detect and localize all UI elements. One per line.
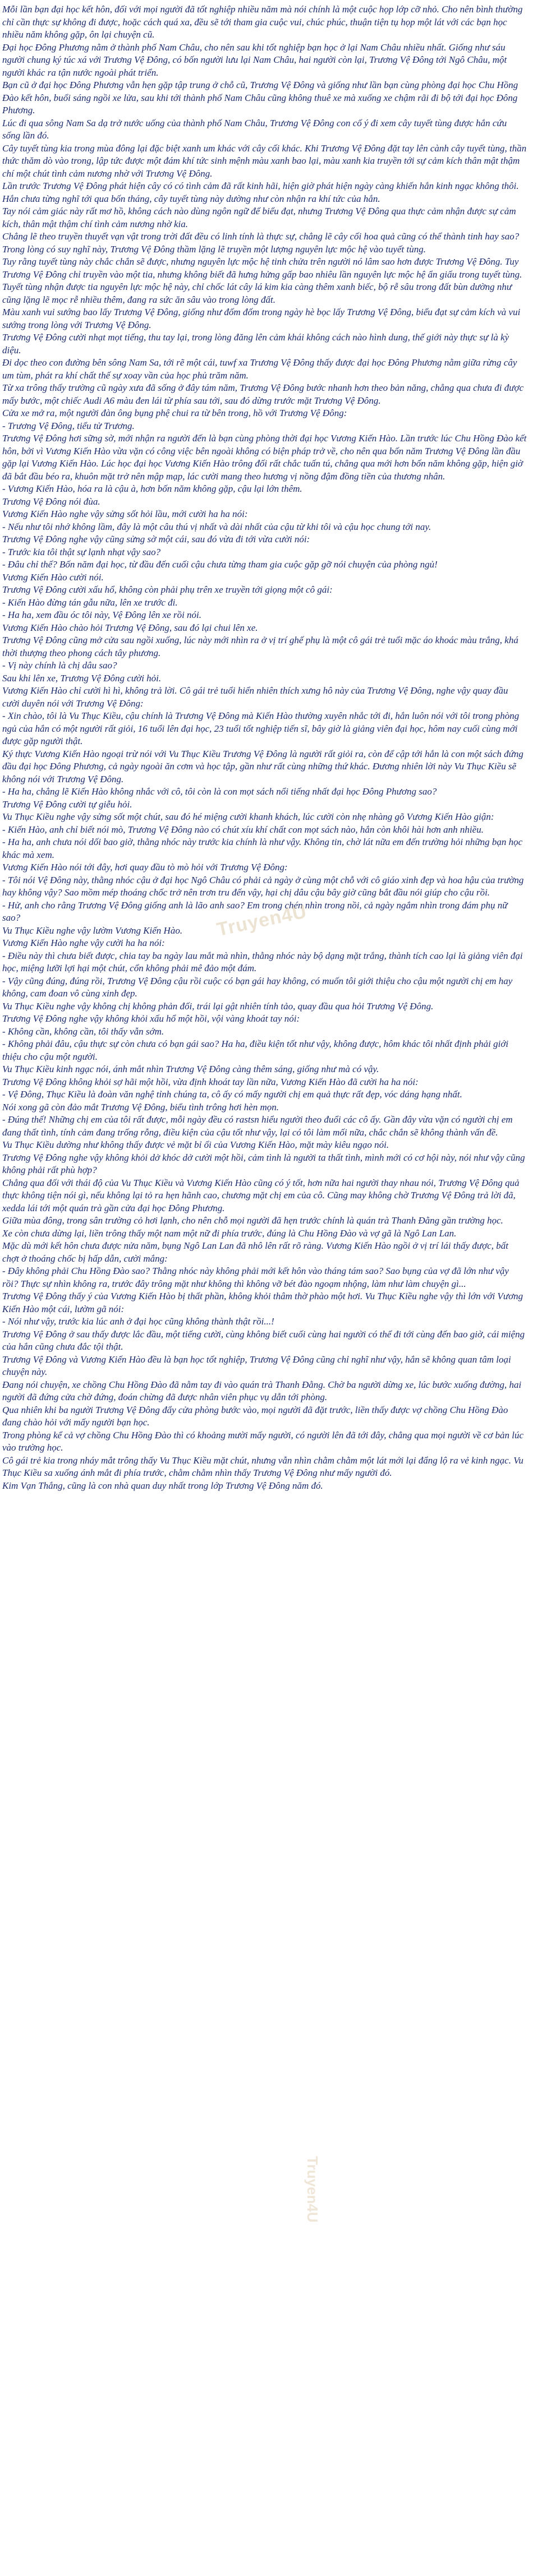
paragraph: Vu Thục Kiều kinh ngạc nói, ánh mắt nhìn Trương Vệ Đông càng thêm sáng, giống như mà có vậy. — [2, 1064, 379, 1074]
paragraph: Vu Thục Kiều nghe vậy không chị không phản đối, trái lại gật nhiên tính tảo, quay đầu qua hỏi Trương Vệ Đông. — [2, 1000, 434, 1012]
paragraph: Chẳng qua đối với thái độ của Vu Thục Kiều và Vương Kiến Hào cũng có ý tốt, hơn nữa hai người thay nhau nói, Trương Vệ Đông quả thực không tiện nói gì, nếu không lại tỏ ra hẹn hãnh cao, chương mặt chị em của cô. Cũng may không chờ Trương Vệ Đông trả lời đã, xedda lái tới một quán trà gần cửa đại học Đông Phương. — [2, 1177, 520, 1213]
paragraph: Trương Vệ Đông không khỏi sợ hãi một hồi, vừa định khoát tay lần nữa, Vương Kiến Hào đã cười ha ha nói: — [2, 1076, 419, 1087]
paragraph: - Ha ha, xem đầu óc tôi này, Vệ Đông lên xe rồi nói. — [2, 610, 202, 620]
paragraph: - Đây không phải Chu Hồng Đào sao? Thằng nhóc này không phải mới kết hôn vào tháng tám sao? Sao bụng của vợ đã lớn như vậy rồi? Thực sự nhìn không ra, trước đây trông mặt như không thì không vỡ bét đào ngoạm nhộng, làm như làm chuyện gì... — [2, 1266, 509, 1289]
paragraph: Cây tuyết tùng kia trong mùa đông lại đặc biệt xanh um khác với cây cối khác. Khi Trương Vệ Đông đặt tay lên cành cây tuyết tùng, thần thức thăm dò vào trong, lập tức được một đám khí tức sinh mệnh màu xanh bao lại, màu xanh kia truyền tới sự cảm kích thân mật thậm chí một chút tình cảm nương nhờ với Trương Vệ Đông. — [2, 142, 527, 179]
paragraph: Trương Vệ Đông ở sau thấy được lắc đầu, một tiếng cười, cùng không biết cuối cùng hai người có thể đi tới cùng đến bao giờ, cái miệng của hắn cũng chưa đắc tội thật. — [2, 1328, 525, 1352]
paragraph: - Không cần, không cần, tôi thấy vẫn sớm. — [2, 1026, 164, 1037]
paragraph: Trương Vệ Đông nghe vậy không khỏi xấu hổ một hồi, vội vàng khoát tay nói: — [2, 1013, 300, 1024]
paragraph: Lần trước Trương Vệ Đông phát hiện cây có có tình cảm đã rất kinh hãi, hiện giờ phát hiện ngày càng khiến hắn kinh ngạc không thôi. Hắn chưa từng nghĩ tới qua bốn tháng, cây tuyết tùng này dường như còn nhận ra khí tức của hắn. — [2, 181, 519, 204]
paragraph: Cửa xe mở ra, một người đàn ông bụng phệ chui ra từ bên trong, hồ với Trương Vệ Đông: — [2, 408, 347, 418]
paragraph: - Trước kia tôi thật sự lạnh nhạt vậy sao? — [2, 546, 161, 557]
paragraph: Vương Kiến Hào nói tới đây, hơi quay đầu tò mò hỏi với Trương Vệ Đông: — [2, 862, 288, 872]
paragraph: - Trương Vệ Đông, tiểu tử Trương. — [2, 420, 135, 431]
paragraph: Trương Vệ Đông nghe vậy không khỏi dở khóc dở cười một hồi, cảm tình là người ta thất tình, mình mới có cơ hội này, nói như vậy cũng không phải rất phù hợp? — [2, 1152, 525, 1175]
paragraph: Đang nói chuyện, xe chồng Chu Hồng Đào đã nằm tay đi vào quán trà Thanh Đằng. Chờ ba người dừng xe, lúc bước xuống đường, hai người đã đứng cửa chờ đứng, đoán chừng đã được nhân viên phục vụ dẫn tới phòng. — [2, 1379, 522, 1402]
paragraph: Từ xa trông thấy trường cũ ngày xưa đã sống ở đây tám năm, Trương Vệ Đông bước nhanh hơn theo bản năng, chẳng qua chưa đi được mấy bước, một chiếc Audi A6 màu đen lái từ phía sau tới, sau đó dừng trước mặt Trương Vệ Đông. — [2, 382, 524, 406]
paragraph: Tay nói cảm giác này rất mơ hồ, không cách nào dùng ngôn ngữ để biểu đạt, nhưng Trương Vệ Đông qua thực cảm nhận được sự cảm kích, thân mật thậm chí tình cảm nương nhờ kia. — [2, 206, 516, 229]
paragraph: Mỗi lần bạn đại học kết hôn, đối với mọi người đã tốt nghiệp nhiều năm mà nói chính là một cuộc họp lớp cỡ nhỏ. Cho nên bình thường chỉ cần thực sự không đi được, hoặc cách quá xa, đều sẽ tới tham gia cuộc vui, chúc phúc, thuận tiện tụ họp một lát với các bạn học nhiều năm không gặp, ôn lại chuyện cũ. — [2, 4, 523, 40]
paragraph: - Vương Kiến Hào, hóa ra là cậu à, hơn bốn năm không gặp, cậu lại lớn thêm. — [2, 483, 302, 494]
paragraph: Sau khi lên xe, Trương Vệ Đông cười hỏi. — [2, 672, 162, 684]
paragraph: - Ha ha, chẳng lẽ Kiến Hào không nhắc với cô, tôi còn là con mọt sách nổi tiếng nhất đại học Đông Phương sao? — [2, 786, 437, 797]
paragraph: Lúc đi qua sông Nam Sa dạ trở nước uống của thành phố Nam Châu, Trương Vệ Đông con cố ý đi xem cây tuyết tùng được hắn cứu sống lần đó. — [2, 117, 507, 141]
paragraph: Trương Vệ Đông cũng mở cửa sau ngồi xuống, lúc này mới nhìn ra ở vị trí ghế phụ là một cô gái trẻ tuổi mặc áo khoác màu trắng, khá thời thượng theo phong cách tây phương. — [2, 635, 518, 658]
paragraph: Trong lòng có suy nghĩ này, Trương Vệ Đông thầm lặng lẽ truyền một lượng nguyên lực mộc hệ vào tuyết tùng. — [2, 243, 426, 255]
paragraph: - Nếu như tôi nhớ không lầm, đây là một câu thú vị nhất và dài nhất của cậu từ khi tôi và cậu học chung tới nay. — [2, 521, 431, 532]
paragraph: - Đâu chỉ thế? Bốn năm đại học, từ đầu đến cuối cậu chưa từng tham gia cuộc gặp gỡ nói chuyện của phòng ngủ! — [2, 559, 438, 570]
paragraph: - Vị này chính là chị dâu sao? — [2, 660, 117, 671]
paragraph: Vương Kiến Hào cười nói. — [2, 571, 104, 583]
document-body — [2, 3, 527, 1492]
paragraph: Ký thực Vương Kiến Hào ngoại trừ nói với Vu Thục Kiều Trương Vệ Đông là người rất giỏi ra, còn để cập tới hắn là con một sách đứng đầu đại học Đông Phương, cả ngày ngoài ăn cơm và học tập, gần như rất cùng những thứ khác. Đương nhiên lời này Vu Thục Kiều sẽ không nói với Trương Vệ Đông. — [2, 748, 523, 784]
paragraph: Trương Vệ Đông cười tự giễu hỏi. — [2, 798, 132, 810]
paragraph: Trương Vệ Đông nói đùa. — [2, 496, 100, 507]
paragraph: - Vậy cũng đúng, đúng rồi, Trương Vệ Đông cậu rồi cuộc có bạn gái hay không, có muốn tôi giới thiệu cho cậu một người chị em hay không, cam đoan vô cùng xinh đẹp. — [2, 975, 513, 999]
paragraph: Đại học Đông Phương nằm ở thành phố Nam Châu, cho nên sau khi tốt nghiệp bạn học ở lại Nam Châu nhiều nhất. Giống như sáu người chung ký túc xá với Trương Vệ Đông, có bốn người lưu lại Nam Châu, hai người còn lại, Trương Vệ Đông tới Ngô Châu, một người khác ra tận nước ngoài phát triển. — [2, 41, 507, 78]
paragraph: - Xin chào, tôi là Vu Thục Kiều, cậu chính là Trương Vệ Đông mà Kiến Hào thường xuyên nhắc tới đi, hắn luôn nói với tôi trong phòng ngủ của hắn có một người rất giỏi, 16 tuổi lên đại học, 23 tuổi tốt nghiệp tiến sĩ, bây giờ là giảng viên đại học, hôm nay cuối cùng mới được gặp người thật. — [2, 710, 520, 746]
paragraph: Vu Thục Kiều nghe vậy lườm Vương Kiến Hào. — [2, 925, 183, 936]
watermark-vertical: Truyen4U — [304, 2156, 321, 2223]
paragraph: Trong phòng kể cả vợ chồng Chu Hồng Đào thì có khoảng mười mấy người, có người lên đã tới đây, chẳng qua mọi người về cơ bản lúc vào trường học. — [2, 1429, 524, 1453]
paragraph: - Không phải đâu, cậu thực sự còn chưa có bạn gái sao? Ha ha, điều kiện tốt như vậy, không được, hôm khác tôi nhất định phải giới thiệu cho cậu một người. — [2, 1038, 509, 1062]
paragraph: Vu Thục Kiều nghe vậy sửng sốt một chút, sau đó hé miệng cười khanh khách, lúc cười còn nhẹ nhàng gõ Vương Kiến Hào giận: — [2, 811, 494, 822]
paragraph: - Kiến Hào, anh chỉ biết nói mò, Trương Vệ Đông nào có chút xíu khí chất con mọt sách nào, hắn còn khôi hài hơn anh nhiều. — [2, 824, 484, 835]
paragraph: - Kiến Hào đừng tán gẫu nữa, lên xe trước đi. — [2, 597, 178, 608]
paragraph: Chẳng lẽ theo truyền thuyết vạn vật trong trời đất đều có linh tính là thực sự, chẳng lẽ cây cối hoa quả cũng có thể thành tinh hay sao? — [2, 231, 520, 242]
paragraph: Trương Vệ Đông hơi sững sờ, mới nhận ra người đến là bạn cùng phòng thời đại học Vương Kiến Hào. Lần trước lúc Chu Hồng Đào kết hôn, bởi vì Vương Kiến Hào vừa vặn có công việc bên ngoài không có biện pháp trở về, cho nên qua bốn năm Trương Vệ Đông lần đầu gặp lại Vương Kiến Hào. Lúc học đại học Vương Kiến Hào trông đối rất chắc tuấn tú, chẳng qua mới hơn bốn năm không gặp, hiện giờ đã bắt đầu béo ra, khuôn mặt trở nên mập mạp, lác cười mang theo hương vị nồng đậm đồng tiền của thương nhân. — [2, 433, 527, 482]
paragraph: Vương Kiến Hào nghe vậy cười ha ha nói: — [2, 938, 165, 948]
paragraph: Qua nhiên khi ba người Trương Vệ Đông đẩy cửa phòng bước vào, mọi người đã đặt trước, liền thấy được vợ chồng Chu Hồng Đào đang chào hỏi với mấy người bạn học. — [2, 1404, 508, 1428]
paragraph: - Nói như vậy, trước kia lúc anh ở đại học cũng không thành thật rồi...! — [2, 1316, 274, 1327]
paragraph: Cô gái trẻ kia trong nháy mắt trông thấy Vu Thục Kiều mặt chút, nhưng vẫn nhìn chằm chằm một lát mới lại đẩng lộ ra vẻ kinh ngạc. Vu Thục Kiều sa xuống ánh mắt đi phía trước, chằm chằm nhìn thấy Trương Vệ Đông như mấy người đó. — [2, 1455, 523, 1478]
paragraph: Trương Vệ Đông nghe vậy cũng sửng sờ một cái, sau đó vừa đi tới vừa cười nói: — [2, 534, 310, 544]
paragraph: Kim Vạn Thắng, cũng là con nhà quan duy nhất trong lớp Trương Vệ Đông năm đó. — [2, 1480, 323, 1491]
paragraph: Trương Vệ Đông và Vương Kiến Hào đều là bạn học tốt nghiệp, Trương Vệ Đông cũng chỉ nghĩ như vậy, hắn sẽ không quan tâm loại chuyện này. — [2, 1354, 511, 1377]
paragraph: - Tôi nói Vệ Đông này, thằng nhóc cậu ở đại học Ngô Châu có phải cả ngày ở cùng một chỗ với cô giáo xinh đẹp và hoa hậu của trường hay không vậy? Sao mồm mép thoáng chốc trở nên trơn tru đến vậy, hại chị dâu cậu bây giờ cũng bắt đầu nói giúp cho cậu rồi. — [2, 874, 524, 898]
paragraph: Vương Kiến Hào chào hỏi Trương Vệ Đông, sau đó lại chui lên xe. — [2, 622, 258, 633]
paragraph: Trương Vệ Đông cười nhạt mọt tiếng, thu tay lại, trong lòng đăng lên cảm khái không cách nào hình dung, thế giới này thực sự là kỳ diệu. — [2, 332, 509, 356]
paragraph: - Điều này thì chưa biết được, chia tay ba ngày lau mắt mà nhìn, thằng nhóc này bộ dạng mặt trắng, thành tích cao lại là giảng viên đại học, miệng lưỡi lợi hại một chút, cổn không phải mê đảo một đám. — [2, 950, 523, 973]
paragraph: Mặc dù mới kết hôn chưa được nửa năm, bụng Ngô Lan Lan đã nhô lên rất rõ ràng. Vương Kiến Hào ngồi ở vị trí lái thấy được, bất chợt ở thoáng chốc bị hấp dẫn, cười mắng: — [2, 1240, 509, 1264]
paragraph: Trương Vệ Đông cười xấu hổ, không còn phải phụ trên xe truyền tới giọng một cô gái: — [2, 584, 333, 595]
paragraph: Trương Vệ Đông thấy ý của Vương Kiến Hào bị thất phần, không khỏi thâm thờ phào một hơi. Vu Thục Kiều nghe vậy thì lớn với Vương Kiến Hào một cái, lườm gã nói: — [2, 1291, 523, 1314]
paragraph: Màu xanh vui sướng bao lấy Trương Vệ Đông, giống như đốm đốm trong ngày hè bọc lấy Trương Vệ Đông, biểu đạt sự cảm kích và vui sướng trong lòng với Trương Vệ Đông. — [2, 307, 521, 330]
paragraph: Vương Kiến Hào nghe vậy sửng sốt hỏi lầu, mới cười ha ha nói: — [2, 509, 248, 519]
paragraph: Bạn cũ ở đại học Đông Phương vẫn hẹn gặp tập trung ở chỗ cũ, Trương Vệ Đông và giống như lần bạn cùng phòng đại học Chu Hồng Đào kết hôn, buổi sáng ngồi xe lửa, sau khi tới thành phố Nam Châu cũng không thuê xe mà xuống xe chậm rãi đi bộ tới đại học Đông Phương. — [2, 80, 518, 116]
paragraph: - Vệ Đông, Thục Kiều là đoàn văn nghệ tỉnh chúng ta, cô ấy có mấy người chị em quả thực rất đẹp, vóc dáng hạng nhất. — [2, 1089, 462, 1100]
paragraph: - Đúng thế! Những chị em của tôi rất được, mỗi ngày đều có rastsn hiểu người theo đuổi các cô ấy. Gần đây vừa vặn có người chị em đang thất tình, tính cảm đang trống rỗng, điều kiện của cậu tốt như vậy, lại có tôi làm mối nữa, chắc chắn sẽ không thành vấn đề. — [2, 1114, 513, 1138]
paragraph: Tuy rằng tuyết tùng này chắc chắn sẽ được, nhưng nguyên lực mộc hệ tinh chửa trên người nó lâm sao hơn được Trương Vệ Đông. Tuy Trương Vệ Đông chỉ truyền vào một tia, nhưng không biết đã hưng hửng gấp bao nhiêu lần nguyên lực mộc hệ ẩn giấu trong tuyết tùng. Tuyết tùng nhận được tia nguyên lực mộc hệ này, chỉ chốc lát cây lá kim kia càng thêm xanh biếc, bộ rễ sâu trong đất bùn dường như cũng lặng lẽ mọc rễ nhiều thêm, đang ra sức ăn sâu vào trong lòng đất. — [2, 256, 522, 305]
paragraph: Nói xong gã còn đảo mắt Trương Vệ Đông, biểu tình trông hơi hèn mọn. — [2, 1101, 279, 1112]
paragraph: Vu Thục Kiều dường như không thấy được vẻ mặt bỉ ổi của Vương Kiến Hào, mặt mày kiêu ngạo nói. — [2, 1139, 389, 1150]
paragraph: Xe còn chưa dừng lại, liền trông thấy một nam một nữ đi phía trước, đúng là Chu Hồng Đào và vợ gã là Ngô Lan Lan. — [2, 1227, 457, 1239]
paragraph: Đi dọc theo con đường bên sông Nam Sa, tới rẽ một cái, tuwf xa Trương Vệ Đông thấy được đại học Đông Phương nằm giữa rừng cây um tùm, phát ra khí chất thế sự xoay vần của học phủ trăm năm. — [2, 357, 517, 381]
paragraph: Vương Kiến Hào chỉ cười hì hì, không trả lời. Cô gái trẻ tuổi hiển nhiên thích xưng hô này của Trương Vệ Đông, nghe vậy quay đầu cười duyên nói với Trương Vệ Đông: — [2, 685, 508, 709]
paragraph: - Hử, anh cho rằng Trương Vệ Đông giống anh là lão anh sao? Em trong chén nhìn trong nồi, cả ngày ngắm nhìn trong đám phụ nữ sao? — [2, 899, 508, 923]
paragraph: - Ha ha, anh chưa nói dối bao giờ, thằng nhóc này trước kia chính là như vậy. Không tin, chờ lát nữa em đến trường hỏi những bạn học khác mà xem. — [2, 837, 523, 860]
paragraph: Giữa mùa đông, trong sân trường cỏ hơi lạnh, cho nên chỗ mọi người đã hẹn trước chính là quán trà Thanh Đằng gần trường học. — [2, 1215, 503, 1226]
watermark: Truyen4U — [215, 901, 309, 941]
